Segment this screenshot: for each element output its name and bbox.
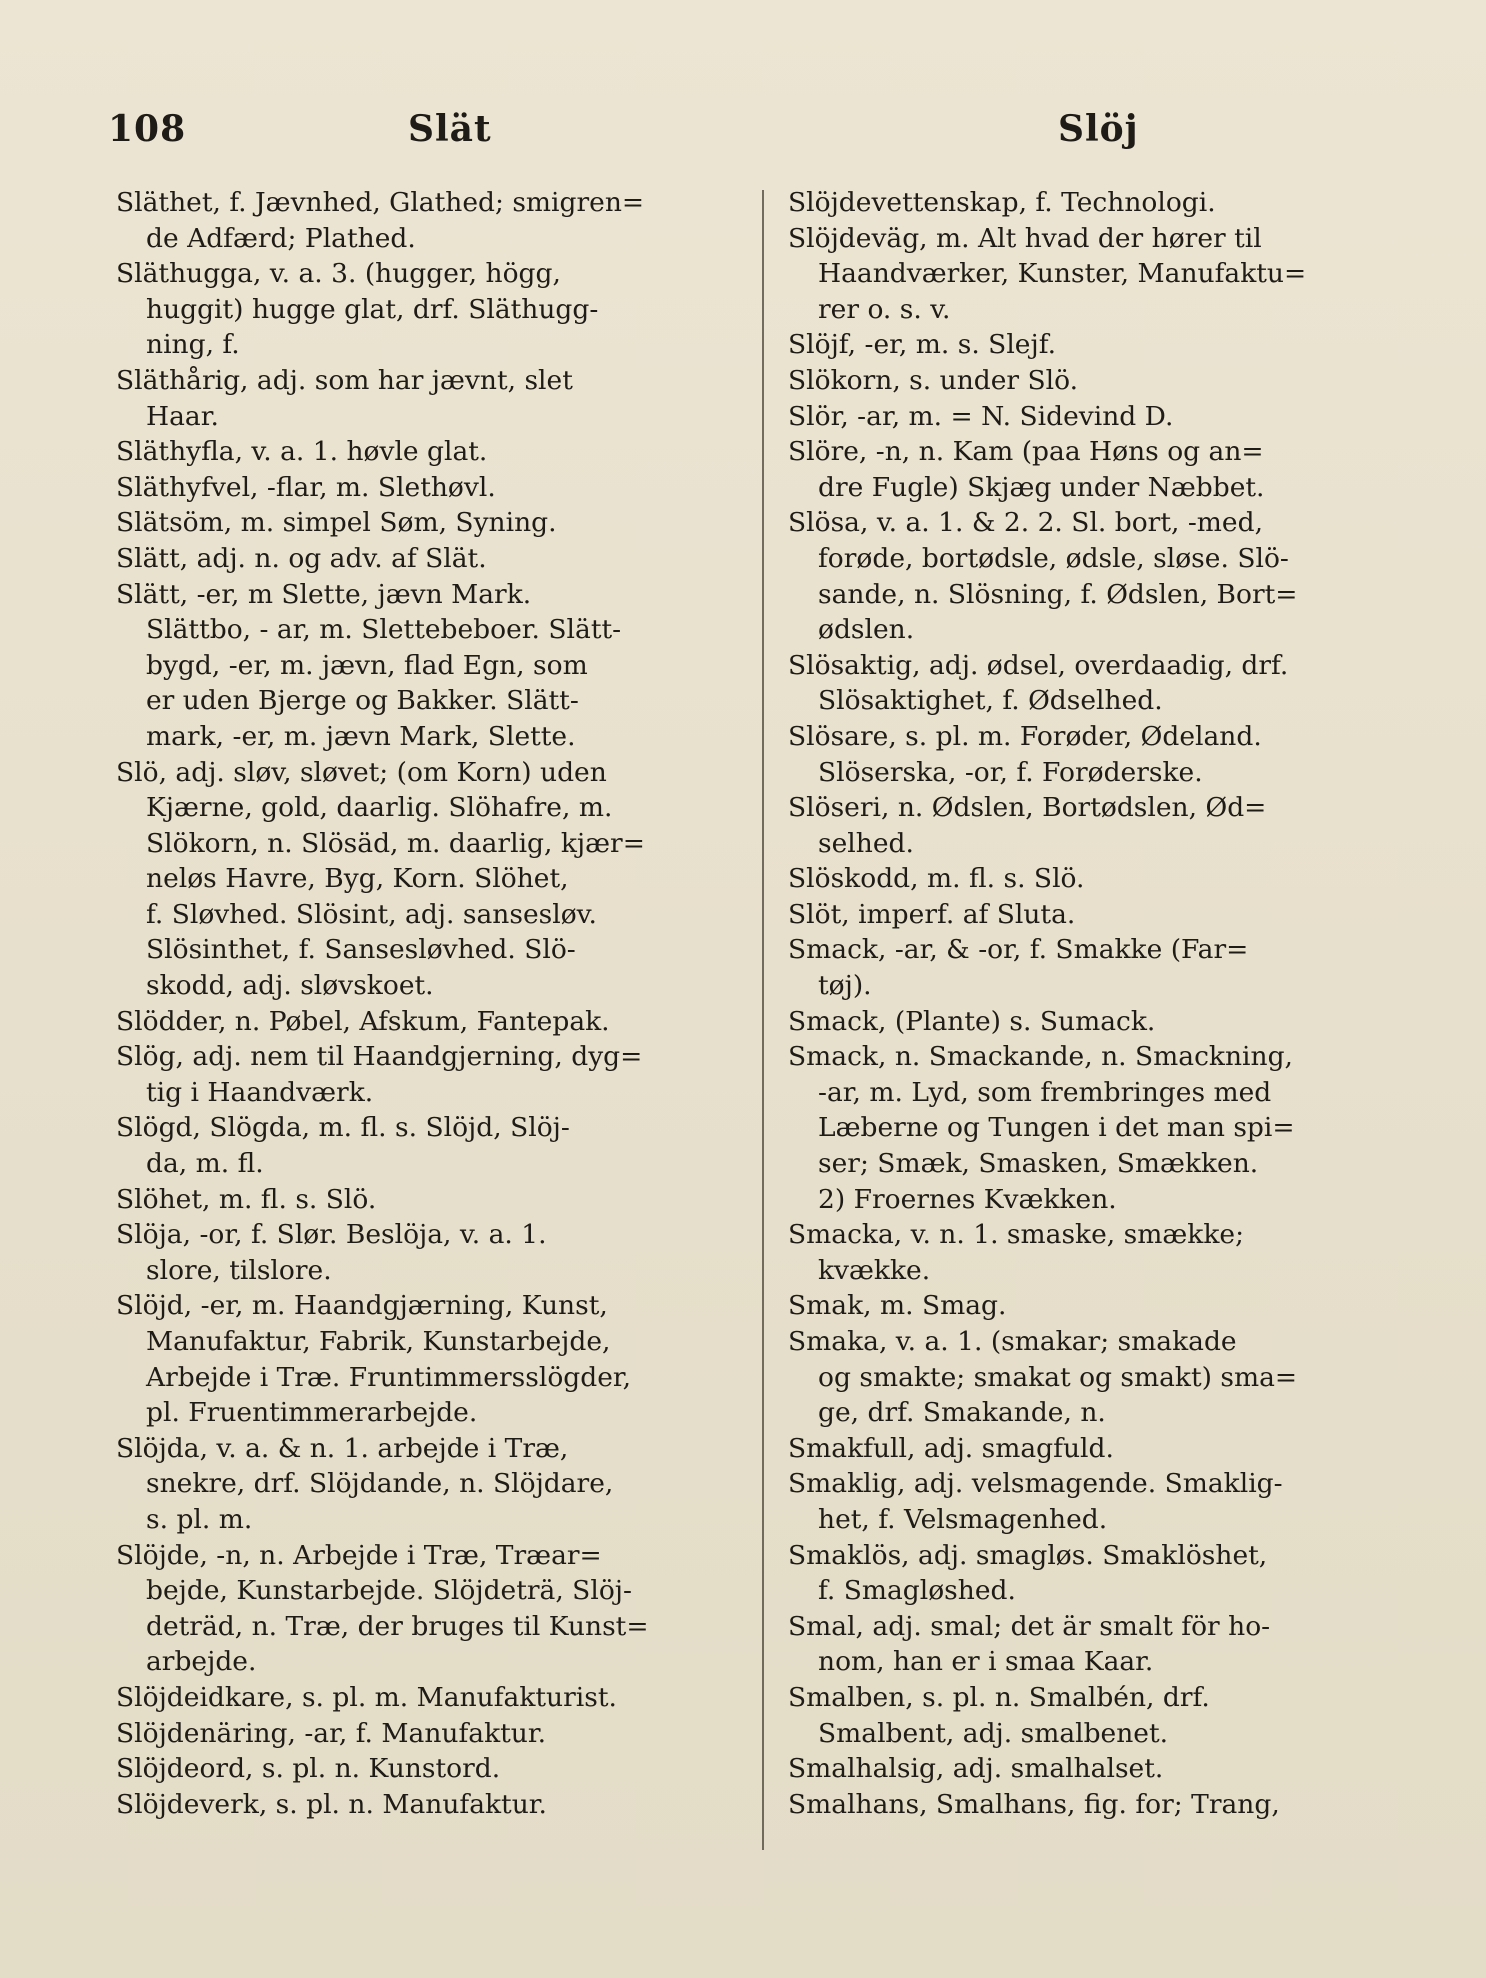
entry-line: Slösare, s. pl. m. Forøder, Ødeland.: [788, 720, 1262, 752]
entry-line: Slög, adj. nem til Haandgjerning, dyg=: [116, 1041, 643, 1073]
entry-line: Smacka, v. n. 1. smaske, smække;: [788, 1219, 1244, 1251]
entry-line: huggit) hugge glat, drf. Släthugg-: [146, 293, 599, 325]
entry-line: Slösaktighet, f. Ødselhed.: [818, 685, 1163, 717]
entry-line: mark, -er, m. jævn Mark, Slette.: [146, 720, 576, 752]
entry-line: selhed.: [818, 827, 914, 859]
entry-line: Slökorn, n. Slösäd, m. daarlig, kjær=: [146, 827, 645, 859]
right-column: [788, 185, 1402, 1822]
entry-line: Slögd, Slögda, m. fl. s. Slöjd, Slöj-: [116, 1112, 570, 1144]
entry-line: Slösa, v. a. 1. & 2. 2. Sl. bort, -med,: [788, 507, 1263, 539]
entry-line: Manufaktur, Fabrik, Kunstarbejde,: [146, 1326, 611, 1357]
entry-line: rer o. s. v.: [818, 293, 951, 325]
entry-line: Smack, -ar, & -or, f. Smakke (Far=: [788, 934, 1249, 966]
entry-line: Slöjdeverk, s. pl. n. Manufaktur.: [116, 1788, 547, 1820]
entry-line: de Adfærd; Plathed.: [146, 222, 416, 254]
entry-line: Slöre, -n, n. Kam (paa Høns og an=: [788, 436, 1264, 468]
entry-line: Haar.: [146, 400, 219, 432]
entry-line: Læberne og Tungen i det man spi=: [818, 1112, 1295, 1144]
entry-line: Släthyfvel, -flar, m. Slethøvl.: [116, 471, 496, 503]
entry-line: Slödder, n. Pøbel, Afskum, Fantepak.: [116, 1005, 610, 1037]
entry-line: Släthugga, v. a. 3. (hugger, högg,: [116, 258, 561, 290]
column-divider: [762, 190, 764, 1850]
entry-line: Smalben, s. pl. n. Smalbén, drf.: [788, 1681, 1210, 1713]
entry-line: Smalhalsig, adj. smalhalset.: [788, 1753, 1164, 1785]
entry-line: Slöhet, m. fl. s. Slö.: [116, 1183, 377, 1215]
entry-line: Smakfull, adj. smagfuld.: [788, 1432, 1114, 1464]
left-column: [116, 185, 730, 1822]
entry-line: Smal, adj. smal; det är smalt för ho-: [788, 1610, 1271, 1642]
entry-line: Släthårig, adj. som har jævnt, slet: [116, 364, 573, 396]
entry-line: Slöjd, -er, m. Haandgjærning, Kunst,: [116, 1290, 608, 1322]
entry-line: 2) Froernes Kvækken.: [818, 1183, 1117, 1215]
entry-line: Slöseri, n. Ødslen, Bortødslen, Ød=: [788, 792, 1267, 824]
entry-line: sande, n. Slösning, f. Ødslen, Bort=: [818, 578, 1298, 610]
entry-line: nom, han er i smaa Kaar.: [818, 1646, 1154, 1678]
entry-line: Smalhans, Smalhans, fig. for; Trang,: [788, 1788, 1280, 1820]
entry-line: Kjærne, gold, daarlig. Slöhafre, m.: [146, 792, 613, 824]
entry-line: Slöskodd, m. fl. s. Slö.: [788, 863, 1085, 895]
entry-line: Haandværker, Kunster, Manufaktu=: [818, 258, 1307, 290]
entry-line: Slöjdevettenskap, f. Technologi.: [788, 187, 1216, 218]
entry-line: Slätsöm, m. simpel Søm, Syning.: [116, 507, 557, 539]
entry-line: Slöjdeväg, m. Alt hvad der hører til: [788, 222, 1262, 254]
entry-line: bejde, Kunstarbejde. Slöjdeträ, Slöj-: [146, 1575, 632, 1607]
entry-line: Slättbo, - ar, m. Slettebeboer. Slätt-: [146, 614, 622, 646]
entry-line: og smakte; smakat og smakt) sma=: [818, 1361, 1298, 1393]
entry-line: Smak, m. Smag.: [788, 1290, 1007, 1322]
entry-line: Släthet, f. Jævnhed, Glathed; smigren=: [116, 187, 645, 218]
page-number: 108: [108, 108, 187, 150]
entry-line: f. Sløvhed. Slösint, adj. sansesløv.: [146, 898, 597, 930]
entry-line: Slöjdeidkare, s. pl. m. Manufakturist.: [116, 1681, 617, 1713]
entry-line: Smaklig, adj. velsmagende. Smaklig-: [788, 1468, 1283, 1500]
entry-line: Smaklös, adj. smagløs. Smaklöshet,: [788, 1539, 1268, 1571]
entry-line: Slöjda, v. a. & n. 1. arbejde i Træ,: [116, 1432, 569, 1464]
entry-line: Arbejde i Træ. Fruntimmersslögder,: [146, 1361, 632, 1393]
entry-line: slore, tilslore.: [146, 1254, 332, 1286]
entry-line: Slöjdeord, s. pl. n. Kunstord.: [116, 1753, 501, 1785]
entry-line: er uden Bjerge og Bakker. Slätt-: [146, 685, 579, 717]
entry-line: neløs Havre, Byg, Korn. Slöhet,: [146, 863, 569, 895]
entry-line: ødslen.: [818, 614, 915, 646]
entry-line: tig i Haandværk.: [146, 1076, 374, 1108]
entry-line: dre Fugle) Skjæg under Næbbet.: [818, 471, 1265, 503]
entry-line: Smack, n. Smackande, n. Smackning,: [788, 1041, 1293, 1073]
right-guide-word: Slöj: [1058, 108, 1139, 150]
entry-line: -ar, m. Lyd, som frembringes med: [818, 1076, 1272, 1108]
entry-line: forøde, bortødsle, ødsle, sløse. Slö-: [818, 542, 1289, 574]
entry-line: pl. Fruentimmerarbejde.: [146, 1397, 478, 1429]
entry-line: Slör, -ar, m. = N. Sidevind D.: [788, 400, 1174, 432]
entry-line: Slökorn, s. under Slö.: [788, 364, 1079, 396]
entry-line: arbejde.: [146, 1646, 257, 1678]
entry-line: Smalbent, adj. smalbenet.: [818, 1717, 1169, 1749]
entry-line: Slö, adj. sløv, sløvet; (om Korn) uden: [116, 756, 607, 788]
entry-line: Slöjde, -n, n. Arbejde i Træ, Træar=: [116, 1539, 602, 1571]
entry-line: s. pl. m.: [146, 1503, 253, 1535]
entry-line: bygd, -er, m. jævn, flad Egn, som: [146, 649, 588, 681]
entry-line: Slöserska, -or, f. Forøderske.: [818, 756, 1203, 788]
entry-line: ning, f.: [146, 329, 240, 361]
entry-line: f. Smagløshed.: [818, 1575, 1016, 1607]
entry-line: kvække.: [818, 1254, 931, 1286]
entry-line: het, f. Velsmagenhed.: [818, 1503, 1108, 1535]
entry-line: Slöjdenäring, -ar, f. Manufaktur.: [116, 1717, 547, 1749]
entry-line: ser; Smæk, Smasken, Smækken.: [818, 1148, 1259, 1180]
entry-line: Slösaktig, adj. ødsel, overdaadig, drf.: [788, 649, 1289, 681]
entry-line: Smack, (Plante) s. Sumack.: [788, 1005, 1156, 1037]
entry-line: ge, drf. Smakande, n.: [818, 1397, 1106, 1429]
left-guide-word: Slät: [408, 108, 492, 150]
entry-line: Smaka, v. a. 1. (smakar; smakade: [788, 1326, 1237, 1357]
entry-line: da, m. fl.: [146, 1148, 264, 1180]
entry-line: deträd, n. Træ, der bruges til Kunst=: [146, 1610, 649, 1642]
entry-line: Slöja, -or, f. Slør. Beslöja, v. a. 1.: [116, 1219, 547, 1251]
entry-line: snekre, drf. Slöjdande, n. Slöjdare,: [146, 1468, 614, 1500]
entry-line: Slösinthet, f. Sansesløvhed. Slö-: [146, 934, 576, 966]
entry-line: skodd, adj. sløvskoet.: [146, 970, 434, 1002]
entry-line: Slätt, -er, m Slette, jævn Mark.: [116, 578, 532, 610]
entry-line: Släthyfla, v. a. 1. høvle glat.: [116, 436, 488, 468]
entry-line: Slöt, imperf. af Sluta.: [788, 898, 1076, 930]
entry-line: tøj).: [818, 970, 872, 1002]
entry-line: Slöjf, -er, m. s. Slejf.: [788, 329, 1056, 361]
entry-line: Slätt, adj. n. og adv. af Slät.: [116, 542, 487, 574]
